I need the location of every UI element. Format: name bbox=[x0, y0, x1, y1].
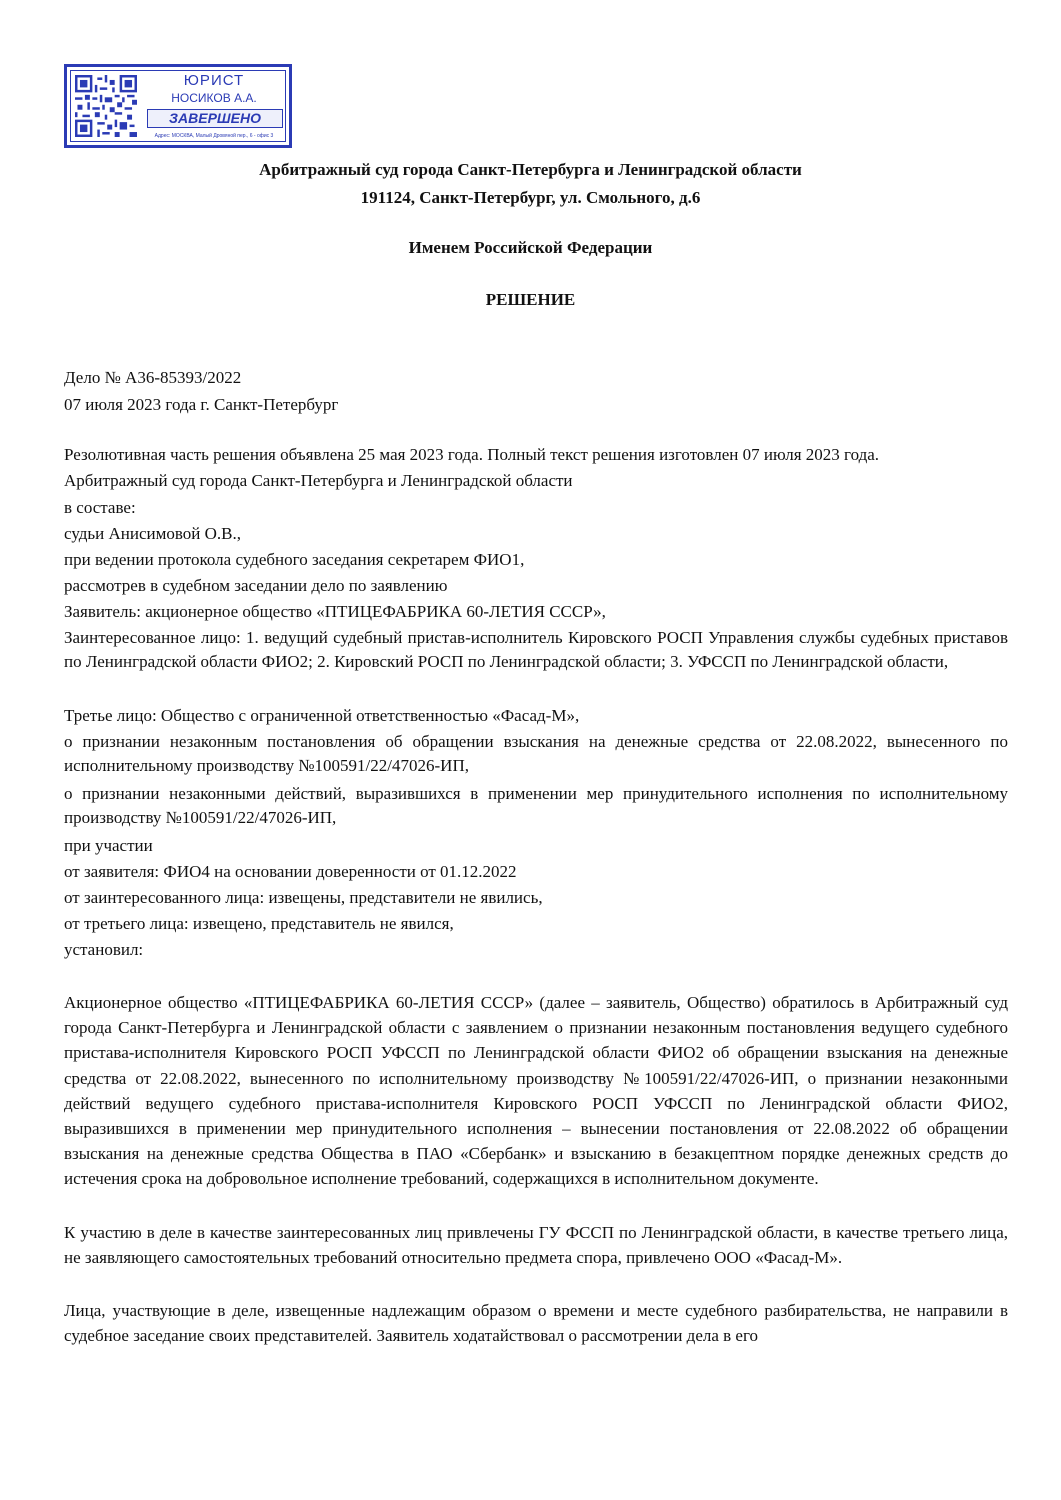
qr-code-icon bbox=[75, 75, 137, 137]
court-name-heading: Арбитражный суд города Санкт-Петербурга и Ленинградской области bbox=[259, 160, 802, 179]
court-address-heading: 191124, Санкт-Петербург, ул. Смольного, д.6 bbox=[360, 188, 701, 207]
announced-text: Резолютивная часть решения объявлена 25 мая 2023 года. Полный текст решения изготовлен 07 июля 2023 года. bbox=[64, 445, 880, 464]
intro-considering: рассмотрев в судебном заседании дело по заявлению bbox=[64, 576, 448, 595]
body-paragraph-2: К участию в деле в качестве заинтересованных лиц привлечены ГУ ФССП по Ленинградской области, в качестве третьего лица, не заявляющего самостоятельных требований относительно предмета спора, привлечено ООО «Фасад-М». bbox=[64, 1223, 1008, 1268]
lawyer-stamp bbox=[64, 64, 292, 148]
intro-established: установил: bbox=[64, 940, 144, 959]
intro-subject-1: о признании незаконным постановления об обращении взыскания на денежные средства от 22.08.2022, вынесенного по исполнительному производству №100591/22/47026-ИП, bbox=[64, 732, 1008, 776]
case-number: Дело № А36-85393/2022 bbox=[64, 368, 242, 387]
stamp-address: Адрес: МОСКВА, Малый Дровяной пер., 6 - офис 3 bbox=[154, 133, 274, 139]
intro-from-interested: от заинтересованного лица: извещены, представители не явились, bbox=[64, 888, 543, 907]
decision-title: РЕШЕНИЕ bbox=[485, 290, 576, 309]
intro-subject-2: о признании незаконными действий, выразившихся в применении мер принудительного исполнения по исполнительному производству №100591/22/47026-ИП, bbox=[64, 784, 1008, 828]
intro-court: Арбитражный суд города Санкт-Петербурга и Ленинградской области bbox=[64, 471, 573, 490]
stamp-status: ЗАВЕРШЕНО bbox=[147, 109, 283, 128]
case-date-place: 07 июля 2023 года г. Санкт-Петербург bbox=[64, 395, 339, 414]
intro-from-third: от третьего лица: извещено, представитель не явился, bbox=[64, 914, 454, 933]
intro-secretary: при ведении протокола судебного заседания секретарем ФИО1, bbox=[64, 550, 525, 569]
intro-participation: при участии bbox=[64, 836, 153, 855]
intro-composition: в составе: bbox=[64, 498, 136, 517]
in-name-heading: Именем Российской Федерации bbox=[408, 238, 653, 257]
intro-interested: Заинтересованное лицо: 1. ведущий судебный пристав-исполнитель Кировского РОСП Управления службы судебных приставов по Ленинградской области ФИО2; 2. Кировский РОСП по Ленинградской области; 3. УФССП по Ленинградской области, bbox=[64, 628, 1008, 672]
stamp-name: НОСИКОВ А.А. bbox=[171, 91, 257, 105]
body-paragraph-1: Акционерное общество «ПТИЦЕФАБРИКА 60-ЛЕТИЯ СССР» (далее – заявитель, Общество) обратилось в Арбитражный суд города Санкт-Петербурга и Ленинградской области с заявлением о признании незаконным постановления ведущего судебного пристава-исполнителя Кировского РОСП УФССП по Ленинградской области ФИО2 об обращении взыскания на денежные средства от 22.08.2022, вынесенного по исполнительному производству №100591/22/47026-ИП, о признании незаконными действий ведущего судебного пристава-исполнителя Кировского РОСП УФССП по Ленинградской области ФИО2, выразившихся в применении мер принудительного исполнения – вынесении постановления от 22.08.2022 об обращении взыскания на денежные средства Общества в ПАО «Сбербанк» и взысканию в безакцептном порядке денежных средств до истечения срока на добровольное исполнение требований, содержащихся в исполнительном документе. bbox=[64, 993, 1008, 1189]
intro-from-applicant: от заявителя: ФИО4 на основании доверенности от 01.12.2022 bbox=[64, 862, 517, 881]
intro-judge: судьи Анисимовой О.В., bbox=[64, 524, 241, 543]
stamp-title: ЮРИСТ bbox=[183, 72, 245, 89]
intro-applicant: Заявитель: акционерное общество «ПТИЦЕФАБРИКА 60-ЛЕТИЯ СССР», bbox=[64, 602, 606, 621]
body-paragraph-3: Лица, участвующие в деле, извещенные надлежащим образом о времени и месте судебного разбирательства, не направили в судебное заседание своих представителей. Заявитель ходатайствовал о рассмотрении дела в его bbox=[64, 1301, 1008, 1346]
intro-third-party: Третье лицо: Общество с ограниченной ответственностью «Фасад-М», bbox=[64, 706, 580, 725]
